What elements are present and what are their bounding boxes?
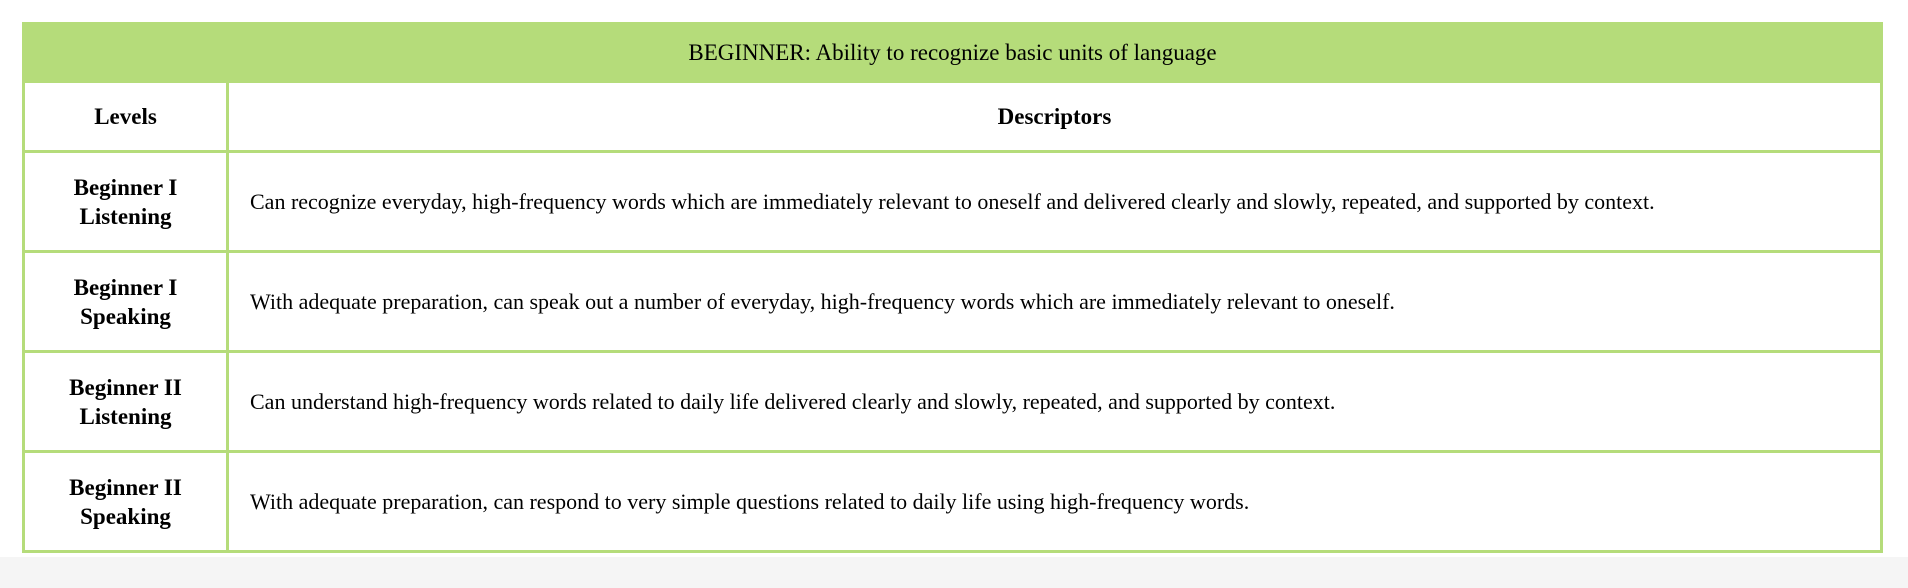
level-cell bbox=[24, 452, 228, 552]
table-header-row bbox=[24, 82, 1882, 152]
table-row bbox=[24, 252, 1882, 352]
levels-table bbox=[22, 22, 1883, 553]
descriptor-cell: With adequate preparation, can respond to very simple questions related to daily life using high-frequency words. bbox=[228, 452, 1882, 552]
table-title-row bbox=[24, 24, 1882, 82]
table-title: BEGINNER: Ability to recognize basic units of language bbox=[24, 24, 1882, 82]
table-row bbox=[24, 352, 1882, 452]
level-name: Beginner I bbox=[73, 274, 178, 300]
level-name: Beginner I bbox=[73, 174, 178, 200]
table-row bbox=[24, 452, 1882, 552]
header-descriptors: Descriptors bbox=[228, 82, 1882, 152]
descriptor-cell: Can understand high-frequency words related to daily life delivered clearly and slowly, repeated, and supported by context. bbox=[228, 352, 1882, 452]
level-name: Beginner II bbox=[69, 374, 182, 400]
level-cell bbox=[24, 252, 228, 352]
level-name: Beginner II bbox=[69, 474, 182, 500]
level-skill: Listening bbox=[79, 403, 172, 429]
descriptor-cell: Can recognize everyday, high-frequency words which are immediately relevant to oneself and delivered clearly and slowly, repeated, and supported by context. bbox=[228, 152, 1882, 252]
level-skill: Listening bbox=[79, 203, 172, 229]
level-skill: Speaking bbox=[80, 503, 171, 529]
level-cell bbox=[24, 352, 228, 452]
header-levels: Levels bbox=[24, 82, 228, 152]
level-skill: Speaking bbox=[80, 303, 171, 329]
level-cell bbox=[24, 152, 228, 252]
table-row bbox=[24, 152, 1882, 252]
descriptor-cell: With adequate preparation, can speak out a number of everyday, high-frequency words which are immediately relevant to oneself. bbox=[228, 252, 1882, 352]
